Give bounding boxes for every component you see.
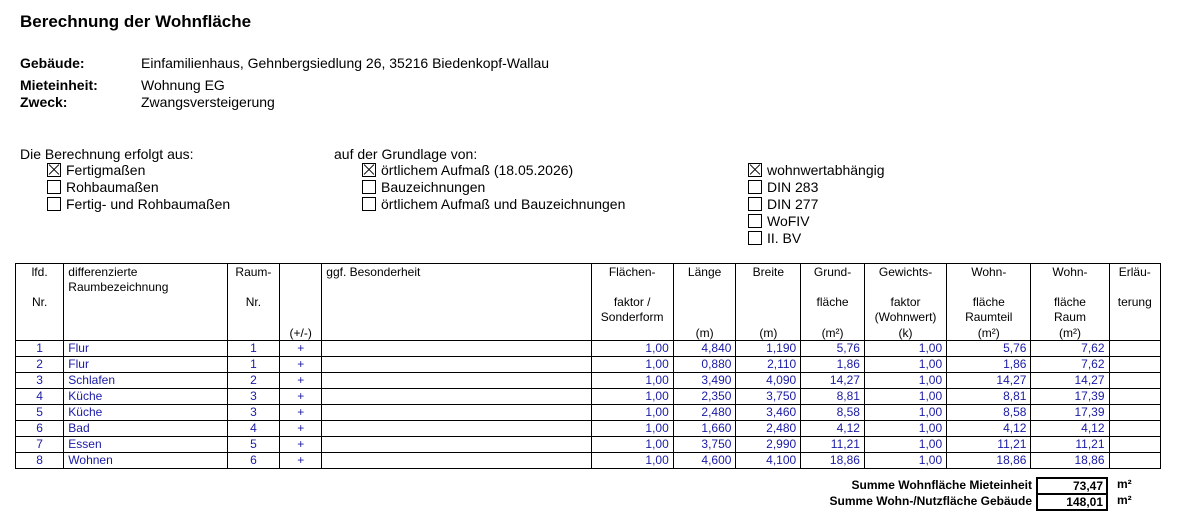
cell-gewichtsfaktor: 1,00 — [864, 421, 946, 437]
col-laenge: Länge (m) — [673, 264, 736, 341]
table-row — [16, 357, 1161, 373]
cell-gewichtsfaktor: 1,00 — [864, 341, 946, 357]
wohnflaeche-table — [15, 263, 1161, 469]
cell-flaechenfaktor: 1,00 — [591, 389, 673, 405]
cell-raum-nr: 1 — [227, 357, 279, 373]
norm-option-label: II. BV — [767, 230, 802, 246]
cell-wohnflaeche-raum: 18,86 — [1031, 453, 1109, 469]
norm-option-label: wohnwertabhängig — [767, 162, 885, 178]
cell-plus-minus: + — [280, 389, 322, 405]
checkbox-icon[interactable] — [748, 214, 762, 228]
cell-plus-minus: + — [280, 341, 322, 357]
mieteinheit-value: Wohnung EG — [141, 77, 225, 93]
grundlage-heading: auf der Grundlage von: — [334, 146, 478, 162]
col-flaechenfaktor: Flächen- faktor / Sonderform — [591, 264, 673, 341]
grundlage-option-label: örtlichem Aufmaß und Bauzeichnungen — [381, 196, 626, 212]
checkbox-icon[interactable] — [362, 197, 376, 211]
basis-heading: Die Berechnung erfolgt aus: — [20, 146, 194, 162]
cell-breite: 1,190 — [736, 341, 801, 357]
cell-grundflaeche: 14,27 — [801, 373, 865, 389]
cell-laenge: 3,750 — [673, 437, 736, 453]
cell-erlaeuterung — [1109, 341, 1160, 357]
col-lfd-nr: lfd. Nr. — [16, 264, 64, 341]
summe-gebaeude-label: Summe Wohn-/Nutzfläche Gebäude — [829, 494, 1032, 508]
cell-raumbezeichnung: Küche — [64, 405, 227, 421]
table-row — [16, 437, 1161, 453]
gebaeude-value: Einfamilienhaus, Gehnbergsiedlung 26, 35216 Biedenkopf-Wallau — [141, 55, 550, 71]
cell-raumbezeichnung: Flur — [64, 341, 227, 357]
cell-flaechenfaktor: 1,00 — [591, 341, 673, 357]
basis-option-label: Fertig- und Rohbaumaßen — [66, 196, 231, 212]
cell-grundflaeche: 4,12 — [801, 421, 865, 437]
cell-breite: 2,480 — [736, 421, 801, 437]
cell-laenge: 4,840 — [673, 341, 736, 357]
gebaeude-label: Gebäude: — [20, 55, 85, 71]
grundlage-option-aufmass[interactable] — [362, 162, 573, 178]
cell-flaechenfaktor: 1,00 — [591, 453, 673, 469]
col-gewichtsfaktor: Gewichts- faktor (Wohnwert) (k) — [864, 264, 946, 341]
cell-laenge: 2,480 — [673, 405, 736, 421]
cell-wohnflaeche-raum: 4,12 — [1031, 421, 1109, 437]
col-wohnflaeche-raum: Wohn- fläche Raum (m²) — [1031, 264, 1109, 341]
cell-lfd-nr: 8 — [16, 453, 64, 469]
mieteinheit-label: Mieteinheit: — [20, 77, 98, 93]
col-breite: Breite (m) — [736, 264, 801, 341]
checkbox-checked-icon[interactable] — [47, 163, 61, 177]
cell-besonderheit — [322, 405, 591, 421]
cell-wohnflaeche-raum: 17,39 — [1031, 389, 1109, 405]
cell-breite: 2,110 — [736, 357, 801, 373]
cell-gewichtsfaktor: 1,00 — [864, 453, 946, 469]
cell-raumbezeichnung: Bad — [64, 421, 227, 437]
checkbox-checked-icon[interactable] — [748, 163, 762, 177]
cell-gewichtsfaktor: 1,00 — [864, 405, 946, 421]
cell-wohnflaeche-raum: 17,39 — [1031, 405, 1109, 421]
cell-breite: 2,990 — [736, 437, 801, 453]
col-grundflaeche: Grund- fläche (m²) — [801, 264, 865, 341]
checkbox-icon[interactable] — [47, 180, 61, 194]
cell-erlaeuterung — [1109, 373, 1160, 389]
cell-raumbezeichnung: Essen — [64, 437, 227, 453]
cell-erlaeuterung — [1109, 405, 1160, 421]
cell-grundflaeche: 8,58 — [801, 405, 865, 421]
cell-besonderheit — [322, 341, 591, 357]
cell-erlaeuterung — [1109, 357, 1160, 373]
cell-wohnflaeche-raumteil: 18,86 — [947, 453, 1031, 469]
cell-grundflaeche: 8,81 — [801, 389, 865, 405]
checkbox-icon[interactable] — [748, 197, 762, 211]
cell-wohnflaeche-raumteil: 14,27 — [947, 373, 1031, 389]
cell-wohnflaeche-raum: 7,62 — [1031, 341, 1109, 357]
cell-erlaeuterung — [1109, 437, 1160, 453]
cell-raumbezeichnung: Wohnen — [64, 453, 227, 469]
cell-plus-minus: + — [280, 373, 322, 389]
cell-raum-nr: 5 — [227, 437, 279, 453]
cell-breite: 3,460 — [736, 405, 801, 421]
cell-lfd-nr: 5 — [16, 405, 64, 421]
checkbox-icon[interactable] — [748, 231, 762, 245]
cell-wohnflaeche-raum: 7,62 — [1031, 357, 1109, 373]
summe-gebaeude-unit: m² — [1117, 493, 1132, 507]
basis-option-label: Fertigmaßen — [66, 162, 146, 178]
cell-breite: 4,100 — [736, 453, 801, 469]
zweck-value: Zwangsversteigerung — [141, 94, 275, 110]
cell-wohnflaeche-raumteil: 8,58 — [947, 405, 1031, 421]
checkbox-icon[interactable] — [47, 197, 61, 211]
cell-raum-nr: 2 — [227, 373, 279, 389]
cell-grundflaeche: 11,21 — [801, 437, 865, 453]
cell-raum-nr: 1 — [227, 341, 279, 357]
norm-option-wohnwert[interactable] — [748, 162, 885, 178]
cell-flaechenfaktor: 1,00 — [591, 421, 673, 437]
col-wohnflaeche-raumteil: Wohn- fläche Raumteil (m²) — [947, 264, 1031, 341]
table-row — [16, 341, 1161, 357]
summe-mieteinheit-unit: m² — [1117, 477, 1132, 491]
table-row — [16, 405, 1161, 421]
grundlage-option-label: örtlichem Aufmaß (18.05.2026) — [381, 162, 574, 178]
cell-erlaeuterung — [1109, 389, 1160, 405]
cell-breite: 3,750 — [736, 389, 801, 405]
cell-laenge: 3,490 — [673, 373, 736, 389]
norm-option-din277[interactable] — [748, 196, 818, 212]
basis-option-fertig-rohbau[interactable] — [47, 196, 230, 212]
col-plus-minus: (+/-) — [280, 264, 322, 341]
cell-lfd-nr: 2 — [16, 357, 64, 373]
col-besonderheit: ggf. Besonderheit — [322, 264, 591, 341]
summe-mieteinheit-label: Summe Wohnfläche Mieteinheit — [851, 478, 1032, 492]
table-row — [16, 373, 1161, 389]
cell-wohnflaeche-raum: 11,21 — [1031, 437, 1109, 453]
cell-raum-nr: 3 — [227, 389, 279, 405]
table-row — [16, 421, 1161, 437]
norm-option-wofiv[interactable] — [748, 213, 810, 229]
cell-besonderheit — [322, 373, 591, 389]
cell-grundflaeche: 1,86 — [801, 357, 865, 373]
cell-flaechenfaktor: 1,00 — [591, 437, 673, 453]
cell-lfd-nr: 4 — [16, 389, 64, 405]
cell-raum-nr: 4 — [227, 421, 279, 437]
cell-gewichtsfaktor: 1,00 — [864, 437, 946, 453]
cell-raumbezeichnung: Flur — [64, 357, 227, 373]
cell-raum-nr: 3 — [227, 405, 279, 421]
cell-lfd-nr: 1 — [16, 341, 64, 357]
checkbox-icon[interactable] — [748, 180, 762, 194]
cell-laenge: 4,600 — [673, 453, 736, 469]
grundlage-option-label: Bauzeichnungen — [381, 179, 486, 195]
cell-gewichtsfaktor: 1,00 — [864, 357, 946, 373]
cell-besonderheit — [322, 437, 591, 453]
cell-grundflaeche: 18,86 — [801, 453, 865, 469]
cell-wohnflaeche-raum: 14,27 — [1031, 373, 1109, 389]
cell-wohnflaeche-raumteil: 5,76 — [947, 341, 1031, 357]
cell-plus-minus: + — [280, 357, 322, 373]
checkbox-icon[interactable] — [362, 180, 376, 194]
cell-flaechenfaktor: 1,00 — [591, 373, 673, 389]
summe-gebaeude-value: 148,01 — [1036, 493, 1108, 511]
cell-raumbezeichnung: Schlafen — [64, 373, 227, 389]
norm-option-din283[interactable] — [748, 179, 818, 195]
col-raum-nr: Raum- Nr. — [227, 264, 279, 341]
zweck-label: Zweck: — [20, 94, 68, 110]
norm-option-label: WoFIV — [767, 213, 810, 229]
cell-wohnflaeche-raumteil: 1,86 — [947, 357, 1031, 373]
cell-erlaeuterung — [1109, 421, 1160, 437]
cell-lfd-nr: 6 — [16, 421, 64, 437]
cell-gewichtsfaktor: 1,00 — [864, 389, 946, 405]
cell-breite: 4,090 — [736, 373, 801, 389]
cell-lfd-nr: 3 — [16, 373, 64, 389]
basis-option-label: Rohbaumaßen — [66, 179, 159, 195]
cell-wohnflaeche-raumteil: 4,12 — [947, 421, 1031, 437]
table-header-row — [16, 264, 1161, 341]
page-title: Berechnung der Wohnfläche — [20, 12, 252, 31]
cell-raum-nr: 6 — [227, 453, 279, 469]
grundlage-option-bauzeichnungen[interactable] — [362, 179, 485, 195]
cell-gewichtsfaktor: 1,00 — [864, 373, 946, 389]
cell-wohnflaeche-raumteil: 11,21 — [947, 437, 1031, 453]
cell-plus-minus: + — [280, 405, 322, 421]
cell-besonderheit — [322, 421, 591, 437]
cell-plus-minus: + — [280, 453, 322, 469]
cell-grundflaeche: 5,76 — [801, 341, 865, 357]
col-raumbezeichnung: differenzierte Raumbezeichnung — [64, 264, 227, 341]
cell-besonderheit — [322, 357, 591, 373]
table-row — [16, 453, 1161, 469]
cell-laenge: 2,350 — [673, 389, 736, 405]
cell-flaechenfaktor: 1,00 — [591, 357, 673, 373]
cell-flaechenfaktor: 1,00 — [591, 405, 673, 421]
cell-wohnflaeche-raumteil: 8,81 — [947, 389, 1031, 405]
norm-option-label: DIN 283 — [767, 179, 819, 195]
checkbox-checked-icon[interactable] — [362, 163, 376, 177]
cell-erlaeuterung — [1109, 453, 1160, 469]
cell-besonderheit — [322, 389, 591, 405]
summe-mieteinheit-value: 73,47 — [1036, 477, 1108, 495]
cell-plus-minus: + — [280, 421, 322, 437]
cell-lfd-nr: 7 — [16, 437, 64, 453]
cell-besonderheit — [322, 453, 591, 469]
table-row — [16, 389, 1161, 405]
grundlage-option-beides[interactable] — [362, 196, 625, 212]
col-erlaeuterung: Erläu- terung — [1109, 264, 1160, 341]
norm-option-label: DIN 277 — [767, 196, 819, 212]
basis-option-rohbau[interactable] — [47, 179, 159, 195]
cell-raumbezeichnung: Küche — [64, 389, 227, 405]
cell-laenge: 1,660 — [673, 421, 736, 437]
cell-plus-minus: + — [280, 437, 322, 453]
basis-option-fertig[interactable] — [47, 162, 145, 178]
norm-option-iibv[interactable] — [748, 230, 801, 246]
cell-laenge: 0,880 — [673, 357, 736, 373]
